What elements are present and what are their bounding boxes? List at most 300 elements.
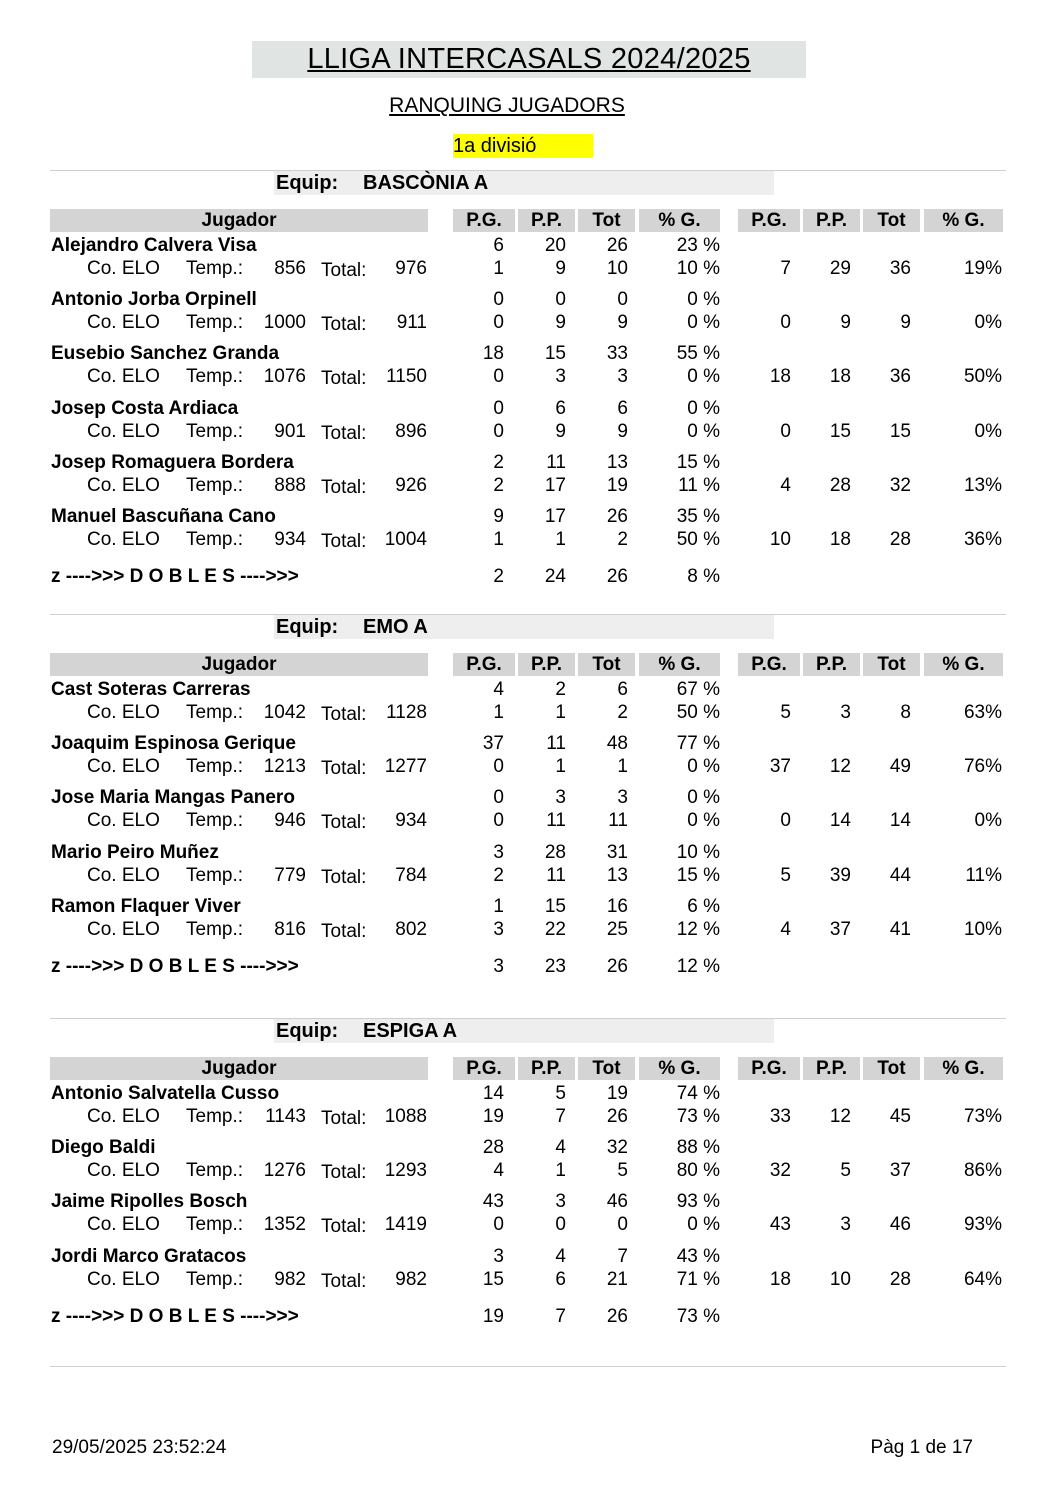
temp-label: Temp.: — [186, 421, 244, 442]
total-elo-value: 1277 — [384, 756, 427, 777]
column-header: % G. — [639, 209, 720, 232]
stat-cell: 25 — [606, 919, 628, 940]
stat-cell: 6 — [493, 235, 504, 256]
player-name: Alejandro Calvera Visa — [51, 235, 257, 256]
total-stat-cell: 41 — [889, 919, 911, 940]
stat-cell: 0 % — [687, 787, 720, 808]
total-stat-cell: 64% — [963, 1269, 1002, 1290]
column-header: Tot — [863, 1057, 920, 1080]
temp-elo-value: 934 — [274, 529, 306, 550]
team-header — [274, 171, 774, 195]
stat-cell: 10 — [606, 258, 628, 279]
doubles-stat-cell: 73 % — [676, 1306, 720, 1327]
column-header: Jugador — [50, 209, 428, 232]
stat-cell: 2 — [493, 475, 504, 496]
team-label: Equip: — [276, 172, 339, 194]
temp-label: Temp.: — [186, 1214, 244, 1235]
stat-cell: 48 — [606, 733, 628, 754]
temp-elo-value: 888 — [274, 475, 306, 496]
total-stat-cell: 14 — [829, 810, 851, 831]
total-label: Total: — [321, 368, 367, 389]
column-header: Tot — [863, 209, 920, 232]
total-elo-value: 1419 — [384, 1214, 427, 1235]
stat-cell: 0 % — [687, 1214, 720, 1235]
stat-cell: 15 — [544, 896, 566, 917]
temp-label: Temp.: — [186, 1160, 244, 1181]
column-header: Tot — [863, 653, 920, 676]
stat-cell: 71 % — [676, 1269, 720, 1290]
total-stat-cell: 29 — [829, 258, 851, 279]
temp-elo-value: 1276 — [263, 1160, 306, 1181]
column-header: P.G. — [453, 1057, 515, 1080]
stat-cell: 0 — [493, 312, 504, 333]
total-stat-cell: 33 — [769, 1106, 791, 1127]
stat-cell: 2 — [617, 529, 628, 550]
column-header: % G. — [639, 1057, 720, 1080]
team-label: Equip: — [276, 616, 339, 638]
temp-label: Temp.: — [186, 865, 244, 886]
stat-cell: 88 % — [676, 1137, 720, 1158]
doubles-stat-cell: 7 — [555, 1306, 566, 1327]
doubles-stat-cell: 19 — [482, 1306, 504, 1327]
stat-cell: 19 — [606, 475, 628, 496]
temp-label: Temp.: — [186, 1269, 244, 1290]
stat-cell: 6 — [555, 398, 566, 419]
stat-cell: 0 % — [687, 289, 720, 310]
total-label: Total: — [321, 867, 367, 888]
stat-cell: 1 — [617, 756, 628, 777]
temp-elo-value: 816 — [274, 919, 306, 940]
total-stat-cell: 5 — [840, 1160, 851, 1181]
column-header: P.G. — [738, 1057, 800, 1080]
total-stat-cell: 18 — [829, 366, 851, 387]
stat-cell: 15 % — [676, 452, 720, 473]
total-elo-value: 784 — [395, 865, 427, 886]
co-elo-label: Co. ELO — [87, 1214, 160, 1235]
total-elo-value: 1004 — [384, 529, 427, 550]
stat-cell: 93 % — [676, 1191, 720, 1212]
total-stat-cell: 36% — [963, 529, 1002, 550]
stat-cell: 3 — [617, 366, 628, 387]
total-label: Total: — [321, 1162, 367, 1183]
total-elo-value: 926 — [395, 475, 427, 496]
total-stat-cell: 50% — [963, 366, 1002, 387]
column-header: P.P. — [518, 1057, 575, 1080]
stat-cell: 3 — [493, 1246, 504, 1267]
stat-cell: 15 % — [676, 865, 720, 886]
stat-cell: 0 — [555, 1214, 566, 1235]
stat-cell: 9 — [555, 258, 566, 279]
total-stat-cell: 32 — [769, 1160, 791, 1181]
stat-cell: 67 % — [676, 679, 720, 700]
total-elo-value: 1088 — [384, 1106, 427, 1127]
player-name: Eusebio Sanchez Granda — [51, 343, 280, 364]
total-stat-cell: 12 — [829, 756, 851, 777]
stat-cell: 0 % — [687, 756, 720, 777]
doubles-stat-cell: 26 — [606, 566, 628, 587]
column-header: Jugador — [50, 1057, 428, 1080]
total-stat-cell: 5 — [780, 865, 791, 886]
total-stat-cell: 44 — [889, 865, 911, 886]
stat-cell: 0 — [493, 289, 504, 310]
stat-cell: 1 — [493, 702, 504, 723]
temp-label: Temp.: — [186, 919, 244, 940]
total-stat-cell: 4 — [780, 475, 791, 496]
column-header: % G. — [639, 653, 720, 676]
total-stat-cell: 3 — [840, 702, 851, 723]
team-name: ESPIGA A — [363, 1020, 458, 1042]
player-name: Jordi Marco Gratacos — [51, 1246, 247, 1267]
co-elo-label: Co. ELO — [87, 258, 160, 279]
total-stat-cell: 3 — [840, 1214, 851, 1235]
total-stat-cell: 37 — [769, 756, 791, 777]
stat-cell: 9 — [493, 506, 504, 527]
team-section — [0, 614, 1058, 1034]
temp-elo-value: 982 — [274, 1269, 306, 1290]
temp-elo-value: 946 — [274, 810, 306, 831]
temp-elo-value: 856 — [274, 258, 306, 279]
stat-cell: 0 — [493, 1214, 504, 1235]
total-stat-cell: 19% — [963, 258, 1002, 279]
total-stat-cell: 0 — [780, 810, 791, 831]
stat-cell: 0 — [493, 756, 504, 777]
total-stat-cell: 32 — [889, 475, 911, 496]
stat-cell: 20 — [544, 235, 566, 256]
total-label: Total: — [321, 704, 367, 725]
stat-cell: 12 % — [676, 919, 720, 940]
stat-cell: 55 % — [676, 343, 720, 364]
total-stat-cell: 7 — [780, 258, 791, 279]
stat-cell: 43 % — [676, 1246, 720, 1267]
total-label: Total: — [321, 531, 367, 552]
stat-cell: 19 — [482, 1106, 504, 1127]
stat-cell: 4 — [555, 1246, 566, 1267]
column-header: % G. — [924, 653, 1003, 676]
co-elo-label: Co. ELO — [87, 366, 160, 387]
column-header: Tot — [578, 209, 635, 232]
stat-cell: 21 — [606, 1269, 628, 1290]
stat-cell: 26 — [606, 506, 628, 527]
total-stat-cell: 8 — [900, 702, 911, 723]
total-stat-cell: 37 — [889, 1160, 911, 1181]
stat-cell: 9 — [555, 421, 566, 442]
doubles-stat-cell: 23 — [544, 956, 566, 977]
stat-cell: 28 — [482, 1137, 504, 1158]
stat-cell: 1 — [493, 529, 504, 550]
stat-cell: 2 — [617, 702, 628, 723]
doubles-label: z ---->>> D O B L E S ---->>> — [51, 1306, 299, 1327]
temp-elo-value: 901 — [274, 421, 306, 442]
stat-cell: 6 % — [687, 896, 720, 917]
total-stat-cell: 9 — [840, 312, 851, 333]
stat-cell: 0 % — [687, 421, 720, 442]
co-elo-label: Co. ELO — [87, 1269, 160, 1290]
doubles-label: z ---->>> D O B L E S ---->>> — [51, 956, 299, 977]
total-stat-cell: 63% — [963, 702, 1002, 723]
stat-cell: 17 — [544, 475, 566, 496]
total-stat-cell: 28 — [829, 475, 851, 496]
stat-cell: 37 — [482, 733, 504, 754]
stat-cell: 28 — [544, 842, 566, 863]
total-elo-value: 1128 — [386, 702, 427, 723]
total-stat-cell: 0% — [974, 810, 1002, 831]
column-header: Jugador — [50, 653, 428, 676]
total-label: Total: — [321, 812, 367, 833]
stat-cell: 2 — [555, 679, 566, 700]
total-stat-cell: 0 — [780, 421, 791, 442]
total-label: Total: — [321, 314, 367, 335]
total-stat-cell: 0% — [974, 312, 1002, 333]
total-stat-cell: 13% — [963, 475, 1002, 496]
team-section — [0, 170, 1058, 590]
division-label: 1a divisió — [453, 134, 593, 158]
stat-cell: 15 — [544, 343, 566, 364]
stat-cell: 9 — [617, 421, 628, 442]
total-elo-value: 934 — [395, 810, 427, 831]
stat-cell: 0 % — [687, 312, 720, 333]
temp-elo-value: 1042 — [263, 702, 306, 723]
total-stat-cell: 39 — [829, 865, 851, 886]
co-elo-label: Co. ELO — [87, 312, 160, 333]
stat-cell: 10 % — [676, 258, 720, 279]
total-stat-cell: 76% — [963, 756, 1002, 777]
total-elo-value: 802 — [395, 919, 427, 940]
team-label: Equip: — [276, 1020, 339, 1042]
stat-cell: 0 — [493, 787, 504, 808]
temp-label: Temp.: — [186, 810, 244, 831]
stat-cell: 4 — [493, 679, 504, 700]
co-elo-label: Co. ELO — [87, 1160, 160, 1181]
total-elo-value: 1293 — [384, 1160, 427, 1181]
stat-cell: 15 — [482, 1269, 504, 1290]
stat-cell: 43 — [482, 1191, 504, 1212]
section-divider — [50, 1366, 1006, 1367]
stat-cell: 6 — [555, 1269, 566, 1290]
total-stat-cell: 4 — [780, 919, 791, 940]
stat-cell: 1 — [555, 529, 566, 550]
stat-cell: 1 — [555, 1160, 566, 1181]
co-elo-label: Co. ELO — [87, 421, 160, 442]
total-stat-cell: 43 — [769, 1214, 791, 1235]
team-name: EMO A — [363, 616, 428, 638]
doubles-stat-cell: 2 — [493, 566, 504, 587]
player-name: Antonio Salvatella Cusso — [51, 1083, 280, 1104]
footer-datetime: 29/05/2025 23:52:24 — [52, 1437, 227, 1458]
stat-cell: 31 — [606, 842, 628, 863]
doubles-stat-cell: 26 — [606, 1306, 628, 1327]
stat-cell: 9 — [555, 312, 566, 333]
temp-elo-value: 1076 — [263, 366, 306, 387]
temp-elo-value: 1213 — [263, 756, 306, 777]
stat-cell: 0 — [617, 289, 628, 310]
stat-cell: 23 % — [676, 235, 720, 256]
stat-cell: 0 — [555, 289, 566, 310]
temp-label: Temp.: — [186, 1106, 244, 1127]
stat-cell: 7 — [555, 1106, 566, 1127]
player-name: Mario Peiro Muñez — [51, 842, 219, 863]
column-header: P.P. — [518, 653, 575, 676]
stat-cell: 50 % — [676, 702, 720, 723]
total-stat-cell: 36 — [889, 258, 911, 279]
stat-cell: 0 — [493, 810, 504, 831]
player-name: Diego Baldi — [51, 1137, 156, 1158]
stat-cell: 13 — [606, 865, 628, 886]
total-stat-cell: 86% — [963, 1160, 1002, 1181]
player-name: Cast Soteras Carreras — [51, 679, 251, 700]
stat-cell: 26 — [606, 235, 628, 256]
stat-cell: 3 — [493, 842, 504, 863]
stat-cell: 13 — [606, 452, 628, 473]
doubles-stat-cell: 24 — [544, 566, 566, 587]
doubles-stat-cell: 8 % — [687, 566, 720, 587]
total-elo-value: 982 — [395, 1269, 427, 1290]
temp-elo-value: 1143 — [265, 1106, 306, 1127]
total-elo-value: 911 — [396, 312, 427, 333]
stat-cell: 1 — [493, 258, 504, 279]
temp-label: Temp.: — [186, 475, 244, 496]
co-elo-label: Co. ELO — [87, 810, 160, 831]
co-elo-label: Co. ELO — [87, 919, 160, 940]
total-stat-cell: 36 — [889, 366, 911, 387]
total-label: Total: — [321, 1271, 367, 1292]
player-name: Manuel Bascuñana Cano — [51, 506, 276, 527]
total-label: Total: — [321, 423, 367, 444]
total-stat-cell: 11% — [965, 865, 1002, 886]
team-name: BASCÒNIA A — [363, 172, 489, 194]
stat-cell: 35 % — [676, 506, 720, 527]
temp-elo-value: 779 — [274, 865, 306, 886]
stat-cell: 16 — [606, 896, 628, 917]
stat-cell: 77 % — [676, 733, 720, 754]
total-stat-cell: 18 — [769, 366, 791, 387]
total-stat-cell: 10 — [769, 529, 791, 550]
column-header: P.P. — [803, 209, 860, 232]
column-header: P.P. — [803, 653, 860, 676]
doubles-stat-cell: 26 — [606, 956, 628, 977]
doubles-label: z ---->>> D O B L E S ---->>> — [51, 566, 299, 587]
total-label: Total: — [321, 1216, 367, 1237]
total-label: Total: — [321, 477, 367, 498]
doubles-stat-cell: 12 % — [676, 956, 720, 977]
total-stat-cell: 14 — [889, 810, 911, 831]
total-label: Total: — [321, 921, 367, 942]
stat-cell: 11 — [546, 733, 566, 754]
stat-cell: 7 — [617, 1246, 628, 1267]
page-subtitle: RANQUING JUGADORS — [389, 94, 625, 117]
column-header: P.G. — [453, 653, 515, 676]
stat-cell: 11 — [608, 810, 628, 831]
total-stat-cell: 18 — [769, 1269, 791, 1290]
total-stat-cell: 12 — [829, 1106, 851, 1127]
total-stat-cell: 15 — [829, 421, 851, 442]
total-stat-cell: 10 — [829, 1269, 851, 1290]
stat-cell: 17 — [544, 506, 566, 527]
total-stat-cell: 28 — [889, 529, 911, 550]
stat-cell: 3 — [555, 787, 566, 808]
stat-cell: 0 — [493, 421, 504, 442]
temp-label: Temp.: — [186, 258, 244, 279]
stat-cell: 2 — [493, 452, 504, 473]
team-section — [0, 1018, 1058, 1438]
temp-label: Temp.: — [186, 702, 244, 723]
stat-cell: 0 % — [687, 810, 720, 831]
stat-cell: 9 — [617, 312, 628, 333]
page-title: LLIGA INTERCASALS 2024/2025 — [252, 41, 806, 78]
column-header: P.G. — [738, 209, 800, 232]
co-elo-label: Co. ELO — [87, 756, 160, 777]
stat-cell: 11 — [546, 810, 566, 831]
stat-cell: 0 — [493, 366, 504, 387]
stat-cell: 22 — [544, 919, 566, 940]
stat-cell: 33 — [606, 343, 628, 364]
stat-cell: 1 — [555, 756, 566, 777]
stat-cell: 1 — [555, 702, 566, 723]
stat-cell: 3 — [555, 366, 566, 387]
stat-cell: 11 — [546, 865, 566, 886]
stat-cell: 50 % — [676, 529, 720, 550]
total-stat-cell: 5 — [780, 702, 791, 723]
total-stat-cell: 46 — [889, 1214, 911, 1235]
column-header: P.P. — [803, 1057, 860, 1080]
team-header — [274, 615, 774, 639]
footer-page-number: Pàg 1 de 17 — [870, 1437, 973, 1458]
stat-cell: 3 — [493, 919, 504, 940]
column-header: Tot — [578, 1057, 635, 1080]
co-elo-label: Co. ELO — [87, 475, 160, 496]
total-stat-cell: 37 — [829, 919, 851, 940]
total-stat-cell: 49 — [889, 756, 911, 777]
team-header — [274, 1019, 774, 1043]
stat-cell: 11 — [546, 452, 566, 473]
doubles-stat-cell: 3 — [493, 956, 504, 977]
stat-cell: 5 — [617, 1160, 628, 1181]
total-label: Total: — [321, 1108, 367, 1129]
total-label: Total: — [321, 260, 367, 281]
stat-cell: 32 — [606, 1137, 628, 1158]
temp-elo-value: 1352 — [263, 1214, 306, 1235]
column-header: % G. — [924, 209, 1003, 232]
stat-cell: 6 — [617, 398, 628, 419]
player-name: Josep Romaguera Bordera — [51, 452, 294, 473]
player-name: Ramon Flaquer Viver — [51, 896, 241, 917]
total-elo-value: 976 — [395, 258, 427, 279]
total-stat-cell: 0 — [780, 312, 791, 333]
co-elo-label: Co. ELO — [87, 865, 160, 886]
stat-cell: 46 — [606, 1191, 628, 1212]
stat-cell: 0 — [493, 398, 504, 419]
stat-cell: 80 % — [676, 1160, 720, 1181]
column-header: P.G. — [738, 653, 800, 676]
stat-cell: 0 % — [687, 366, 720, 387]
total-stat-cell: 18 — [829, 529, 851, 550]
stat-cell: 6 — [617, 679, 628, 700]
total-stat-cell: 10% — [963, 919, 1002, 940]
total-stat-cell: 73% — [963, 1106, 1002, 1127]
player-name: Jose Maria Mangas Panero — [51, 787, 295, 808]
total-stat-cell: 45 — [889, 1106, 911, 1127]
player-name: Josep Costa Ardiaca — [51, 398, 239, 419]
column-header: P.G. — [453, 209, 515, 232]
stat-cell: 3 — [555, 1191, 566, 1212]
stat-cell: 18 — [482, 343, 504, 364]
player-name: Jaime Ripolles Bosch — [51, 1191, 248, 1212]
player-name: Joaquim Espinosa Gerique — [51, 733, 296, 754]
total-stat-cell: 9 — [900, 312, 911, 333]
stat-cell: 74 % — [676, 1083, 720, 1104]
temp-label: Temp.: — [186, 756, 244, 777]
temp-label: Temp.: — [186, 529, 244, 550]
player-name: Antonio Jorba Orpinell — [51, 289, 257, 310]
